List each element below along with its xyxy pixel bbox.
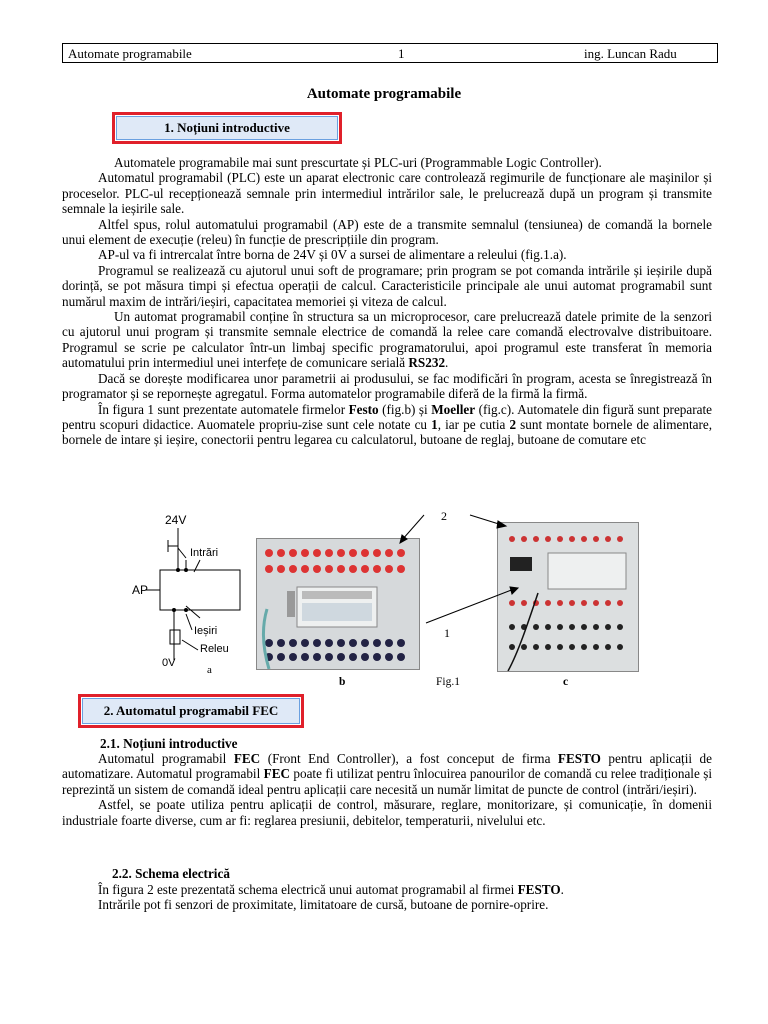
header-author: ing. Luncan Radu <box>584 46 677 61</box>
fig-caption: Fig.1 <box>436 676 460 688</box>
paragraph: În figura 1 sunt prezentate automatele firmelor Festo (fig.b) și Moeller (fig.c). Automatele din figură sunt preparate pentru scopuri didactice. Auomatele propriu-zise sunt cele notate cu 1, iar pe cutia 2 sunt montate bornele de alimentare, bornele de intare și ieșire, conectorii pentru legarea cu calculatorul, butoane de reglaj, butoane de comutare etc <box>62 401 713 448</box>
paragraph: Dacă se dorește modificarea unor parametrii ai produsului, se fac modificări în program, acesta se înregistrează în programator și se repornește agregatul. Forma automatelor programabile diferă de la firmă la firmă. <box>62 370 712 402</box>
section-1-body <box>62 155 712 448</box>
subheading-2-2: 2.2. Schema electrică <box>112 866 230 881</box>
paragraph: Automatul programabil FEC (Front End Controller), a fost conceput de firma FESTO pentru aplicații de automatizare. Automatul programabil FEC poate fi utilizat pentru înlocuirea panourilor de comandă cu relee tradiționale și reprezintă un sistem de comandă ideal pentru aplicații care necesită un număr limitat de puncte de control (intrări/ieșiri). <box>62 751 712 797</box>
page-number: 1 <box>398 46 405 61</box>
label-intrari: Intrări <box>190 547 219 559</box>
paragraph: AP-ul va fi intrercalat între borna de 24V și 0V a sursei de alimentare a releului (fig.1.a). <box>98 247 567 263</box>
fig-label-c: c <box>563 676 569 688</box>
paragraph: Astfel, se poate utiliza pentru aplicații de control, măsurare, reglare, monitorizare, și comunicație, în domenii industriale foarte diverse, cum ar fi: reglarea presiunii, debitelor, temperaturii, nivelului etc. <box>62 797 712 828</box>
paragraph: Automatul programabil (PLC) este un aparat electronic care controlează regimurile de funcționare ale mașinilor și proceselor. PLC-ul recepționează semnale prin intermediul intrărilor sale, le prelucrează după un program și transmite semnale la ieșirile sale. <box>62 170 712 217</box>
fig-label-b: b <box>339 676 346 688</box>
label-0v: 0V <box>162 657 176 669</box>
header-left: Automate programabile <box>68 46 192 61</box>
callout-1: 1 <box>444 626 450 640</box>
paragraph: Automatele programabile mai sunt prescurtate și PLC-uri (Programmable Logic Controller). <box>114 155 602 170</box>
section-2-2-body <box>62 882 712 913</box>
callout-2: 2 <box>441 509 447 523</box>
paragraph: Programul se realizează cu ajutorul unui soft de programare; prin program se pot comanda intrările și ieșirile după dorință, se pot măsura timpi și efectua operații de calcul. Caracteristicile principale ale unui automat programabil sunt numărul maxim de intrări/ieșiri, capacitatea memoriei și viteza de calcul. <box>62 262 712 309</box>
label-releu: Releu <box>200 643 229 655</box>
page-title: Automate programabile <box>306 86 462 102</box>
paragraph: Altfel spus, rolul automatului programabil (AP) este de a transmite semnalul (tensiunea) de comandă la bornele unui element de execuție (releu) în funcție de prescripțiile din program. <box>62 216 712 248</box>
section-heading-1: 1. Noțiuni introductive <box>112 112 342 144</box>
relay-circuit-diagram <box>130 510 250 675</box>
page-header <box>62 43 718 63</box>
paragraph: Intrările pot fi senzori de proximitate, limitatoare de cursă, butoane de pornire-oprire. <box>98 897 549 913</box>
section-heading-2: 2. Automatul programabil FEC <box>78 694 304 728</box>
label-iesiri: Ieșiri <box>194 625 218 637</box>
paragraph: În figura 2 este prezentată schema electrică unui automat programabil al firmei FESTO. <box>98 882 564 897</box>
section-2-1-body <box>62 751 712 828</box>
paragraph: Un automat programabil conține în structura sa un microprocesor, care prelucrează datele primite de la senzori cu ajutorul unui program și transmite semnale electrice de comandă la relee care comandă electrovalve distribuitoare. Programul se scrie pe calculator într-un limbaj specific programatorului, apoi programul este transferat în memoria automatului prin intermediul unei interfețe de comunicare serială RS232. <box>62 309 712 371</box>
figure-1a-schematic <box>130 510 250 675</box>
label-a: a <box>207 664 212 675</box>
subheading-2-1: 2.1. Noțiuni introductive <box>100 736 238 751</box>
label-24v: 24V <box>165 513 187 527</box>
label-ap: AP <box>132 583 149 597</box>
callout-arrows <box>380 505 530 645</box>
